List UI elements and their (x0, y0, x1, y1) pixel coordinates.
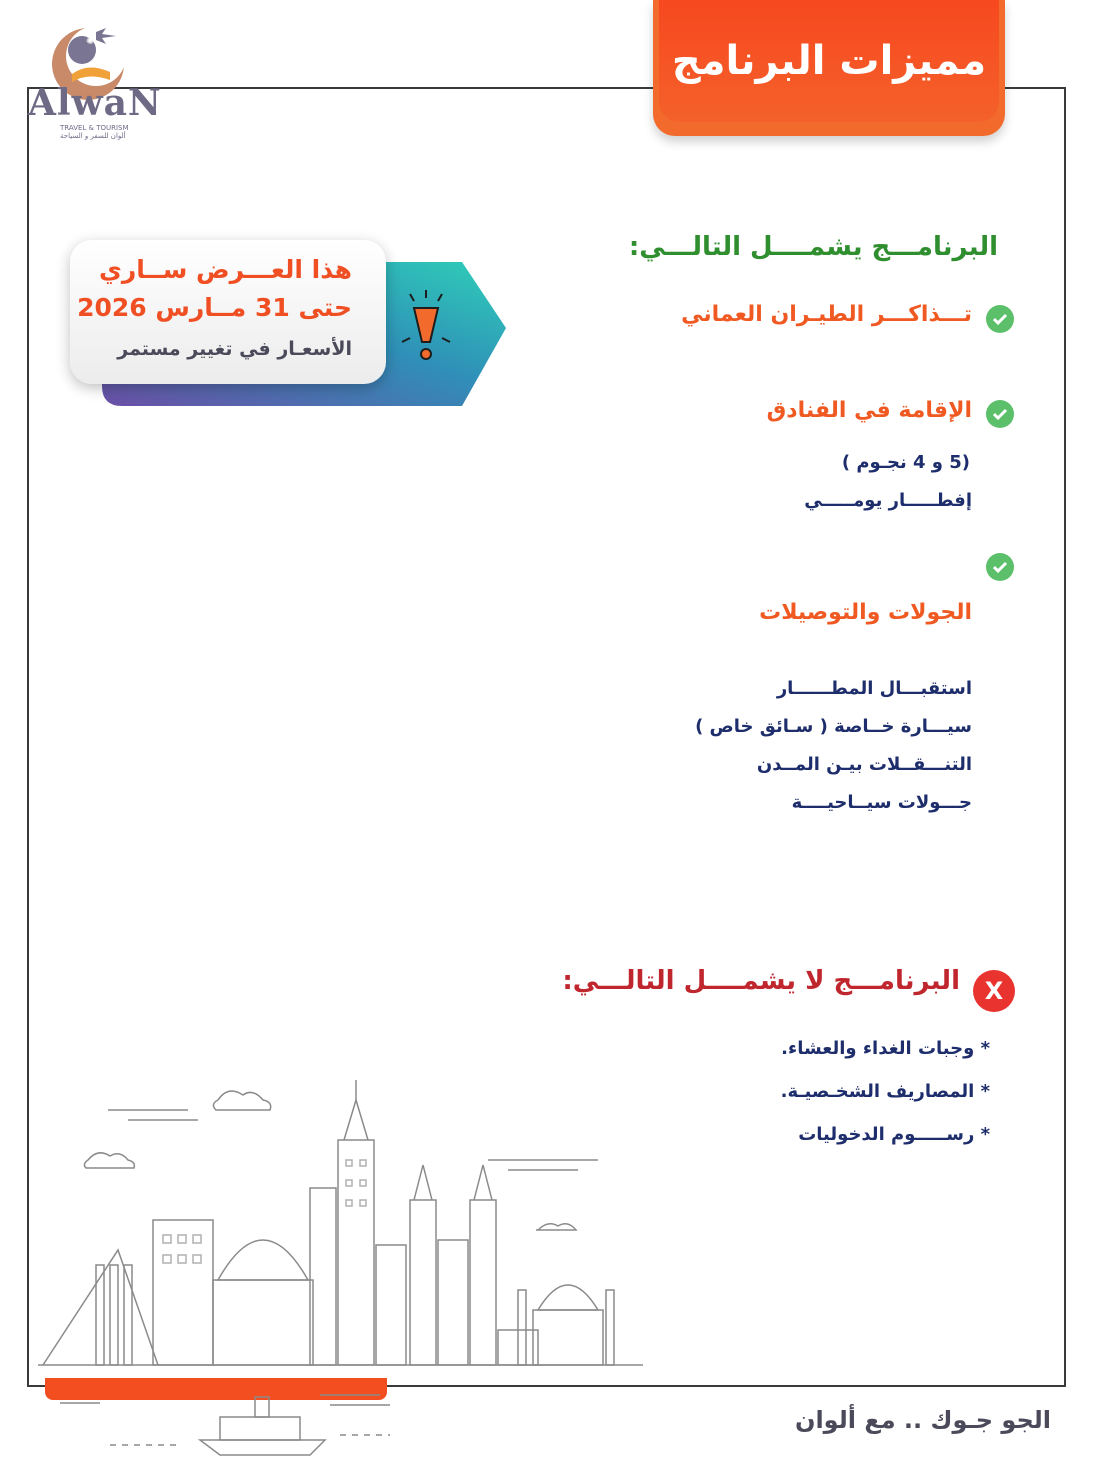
tour-detail: التنـــقــلات بيـن المــدن (756, 754, 972, 775)
include-item-hotels: الإقامة في الفنادق (766, 398, 972, 423)
ship-illustration (50, 1385, 410, 1460)
svg-text:✺: ✺ (86, 36, 95, 47)
includes-heading: البرنامـــج يشمــــل التالـــي: (628, 232, 998, 262)
exclude-item: * وجبات الغداء والعشاء. (781, 1038, 990, 1059)
exclude-item: * رســـــوم الدخوليات (798, 1124, 990, 1145)
x-icon: X (973, 970, 1015, 1012)
include-item-tours: الجولات والتوصيلات (759, 600, 972, 625)
alert-icon (400, 288, 452, 364)
title-inner (659, 0, 999, 122)
tour-detail: جـــولات سيــاحيــــة (791, 792, 972, 813)
check-icon (986, 305, 1014, 333)
check-icon (986, 553, 1014, 581)
include-item-flights: تـــذاكـــر الطيـران العماني (681, 302, 972, 327)
title-tab (653, 0, 1005, 136)
check-icon (986, 400, 1014, 428)
offer-card (70, 240, 386, 384)
city-skyline-illustration (38, 1080, 648, 1380)
offer-line-2: حتى 31 مــارس 2026 (77, 293, 352, 322)
offer-line-1: هذا العـــرض ســاري (98, 255, 352, 284)
hotel-stars: (5 و 4 نجـوم ) (841, 452, 970, 473)
exclude-item: * المصاريف الشخـصيـة. (780, 1081, 990, 1102)
excludes-heading: البرنامـــج لا يشمــــل التالـــي: (562, 966, 960, 996)
slogan: الجو جـوك .. مع ألوان (794, 1406, 1051, 1434)
brand-tagline-ar: ألوان للسفر و السياحة (60, 132, 126, 140)
tour-detail: سيـــارة خــاصة ( سـائق خاص ) (695, 716, 972, 737)
offer-line-3: الأسعـار في تغيير مستمر (117, 338, 352, 360)
tour-detail: استقبـــال المطــــــار (776, 678, 972, 699)
brand-tagline-en: TRAVEL & TOURISM (60, 124, 129, 132)
brand-name: AlwaN (28, 82, 162, 124)
page-title: مميزات البرنامج (671, 38, 987, 84)
brand-tagline (60, 124, 129, 140)
hotel-breakfast: إفطـــــار يومـــــي (804, 490, 972, 511)
